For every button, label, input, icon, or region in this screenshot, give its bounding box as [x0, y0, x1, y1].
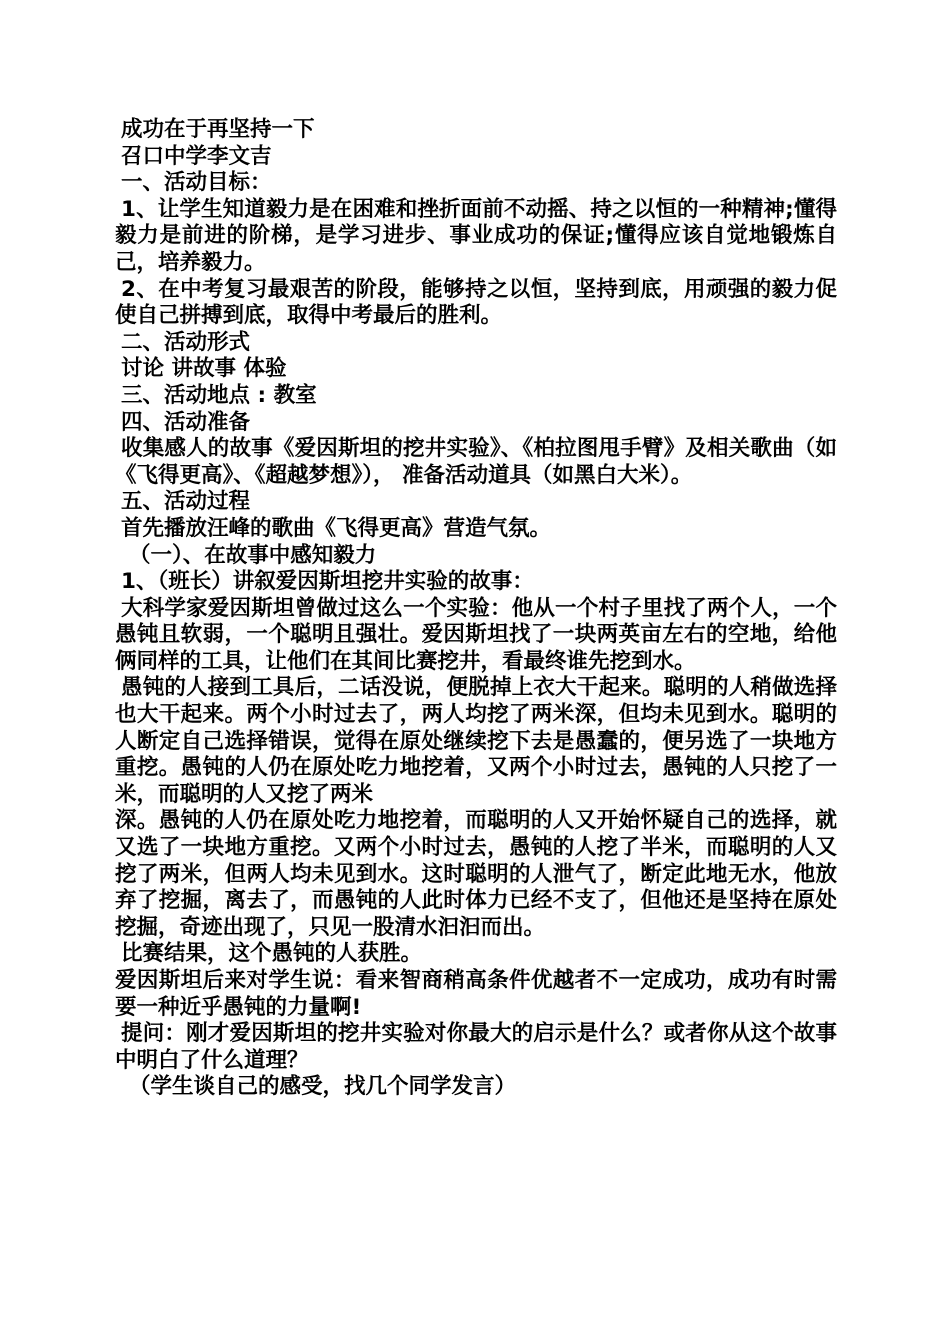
prep-paragraph: 收集感人的故事《爱因斯坦的挖井实验》、《柏拉图甩手臂》及相关歌曲（如《飞得更高》、《超越梦想》）， 准备活动道具（如黑白大米）。	[115, 436, 837, 488]
einstein-quote: 爱因斯坦后来对学生说：看来智商稍高条件优越者不一定成功，成功有时需要一种近乎愚钝的力量啊!	[115, 968, 837, 1020]
student-note: （学生谈自己的感受，找几个同学发言）	[129, 1074, 517, 1100]
result-line: 比赛结果，这个愚钝的人获胜。	[121, 941, 423, 967]
document-title: 成功在于再坚持一下	[121, 117, 315, 142]
prep-heading: 四、活动准备	[121, 409, 251, 435]
process-intro: 首先播放汪峰的歌曲《飞得更高》营造气氛。	[121, 515, 552, 541]
story-paragraph-2b: 深。愚钝的人仍在原处吃力地挖着，而聪明的人又开始怀疑自己的选择，就又选了一块地方重挖。又两个小时过去，愚钝的人挖了半米，而聪明的人又挖了两米，但两人均未见到水。这时聪明的人泄气了，断定此地无水，他放弃了挖掘，离去了，而愚钝的人此时体力已经不支了，但他还是坚持在原处挖掘，奇迹出现了，只见一股清水汩汩而出。	[115, 808, 837, 940]
document-body	[115, 117, 837, 1101]
author-line: 召口中学李文吉	[121, 143, 272, 169]
story-paragraph-2a: 愚钝的人接到工具后，二话没说，便脱掉上衣大干起来。聪明的人稍做选择也大干起来。两个小时过去了，两人均挖了两米深，但均未见到水。聪明的人断定自己选择错误，觉得在原处继续挖下去是愚蠢的，便另选了一块地方重挖。愚钝的人仍在原处吃力地挖着，又两个小时过去，愚钝的人只挖了一米，而聪明的人又挖了两米	[115, 675, 837, 807]
process-heading: 五、活动过程	[121, 489, 251, 515]
story-intro: 1、（班长）讲叙爱因斯坦挖井实验的故事：	[121, 569, 534, 595]
goals-heading: 一、活动目标：	[121, 170, 272, 196]
form-text: 讨论 讲故事 体验	[121, 356, 287, 382]
form-heading: 二、活动形式	[121, 329, 251, 355]
goal-2-paragraph: 2、在中考复习最艰苦的阶段，能够持之以恒，坚持到底，用顽强的毅力促使自己拼搏到底，取得中考最后的胜利。	[115, 276, 837, 329]
question-paragraph: 提问：刚才爱因斯坦的挖井实验对你最大的启示是什么？或者你从这个故事中明白了什么道理？	[115, 1021, 837, 1073]
sub-heading-story: （一）、在故事中感知毅力	[129, 542, 377, 568]
place-heading: 三、活动地点 : 教室	[121, 382, 317, 408]
story-paragraph-1: 大科学家爱因斯坦曾做过这么一个实验：他从一个村子里找了两个人，一个愚钝且软弱，一个聪明且强壮。爱因斯坦找了一块两英亩左右的空地，给他俩同样的工具，让他们在其间比赛挖井，看最终谁先挖到水。	[115, 595, 837, 674]
goal-1-paragraph: 1、让学生知道毅力是在困难和挫折面前不动摇、持之以恒的一种精神;懂得毅力是前进的阶梯，是学习进步、事业成功的保证;懂得应该自觉地锻炼自己，培养毅力。	[115, 196, 837, 275]
